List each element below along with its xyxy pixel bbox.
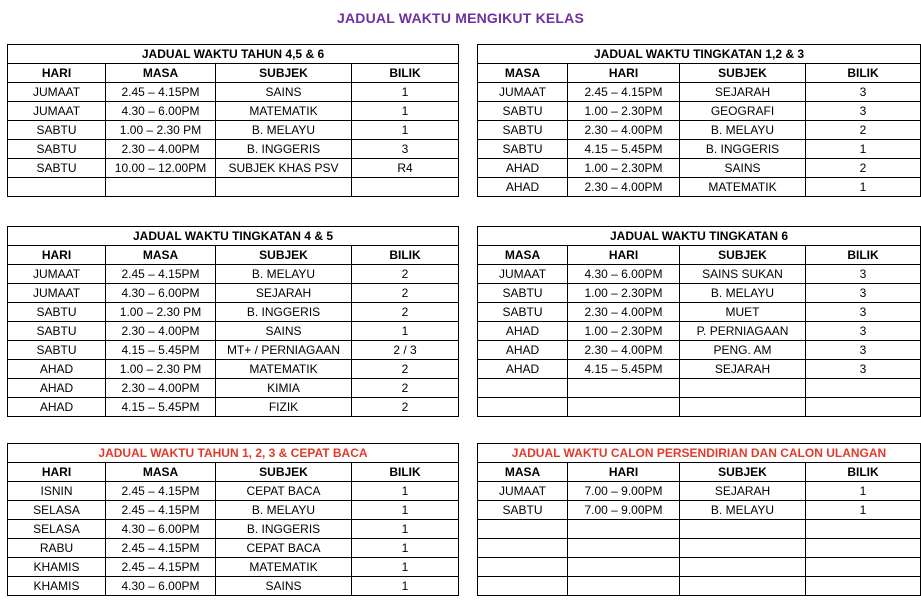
- table-header-row: [478, 463, 921, 482]
- table-cell: [8, 178, 106, 197]
- table-cell: 10.00 – 12.00PM: [106, 159, 216, 178]
- table-row: [8, 178, 459, 197]
- table-cell: 2.45 – 4.15PM: [106, 482, 216, 501]
- table-cell: 4.30 – 6.00PM: [568, 265, 680, 284]
- table-header-row: [8, 64, 459, 83]
- table-cell: SABTU: [478, 121, 568, 140]
- table-cell: 1.00 – 2.30 PM: [106, 121, 216, 140]
- table-cell: 4.30 – 6.00PM: [106, 284, 216, 303]
- table-row: [8, 360, 459, 379]
- table-cell: SABTU: [8, 322, 106, 341]
- table-row: [478, 398, 921, 417]
- table-cell: 1: [806, 140, 921, 159]
- table-cell: MATEMATIK: [216, 558, 352, 577]
- table-row: [478, 83, 921, 102]
- column-header: SUBJEK: [680, 246, 806, 265]
- table-cell: [106, 178, 216, 197]
- table-cell: CEPAT BACA: [216, 539, 352, 558]
- table-cell: 4.15 – 5.45PM: [106, 341, 216, 360]
- table-row: [8, 577, 459, 596]
- table-cell: 1: [352, 482, 459, 501]
- table-row: [478, 520, 921, 539]
- table-cell: SAINS: [216, 577, 352, 596]
- table-cell: [568, 398, 680, 417]
- table-cell: MATEMATIK: [216, 102, 352, 121]
- timetable-table: [477, 44, 921, 197]
- table-cell: 1.00 – 2.30 PM: [106, 360, 216, 379]
- table-cell: 1.00 – 2.30 PM: [106, 303, 216, 322]
- table-cell: 2 / 3: [352, 341, 459, 360]
- table-cell: JUMAAT: [478, 482, 568, 501]
- table-cell: 1: [352, 539, 459, 558]
- table-cell: 3: [806, 265, 921, 284]
- table-row: [8, 398, 459, 417]
- table-cell: 1.00 – 2.30PM: [568, 159, 680, 178]
- table-cell: 2: [806, 121, 921, 140]
- table-cell: 3: [806, 83, 921, 102]
- table-row: [8, 539, 459, 558]
- table-cell: 2.45 – 4.15PM: [568, 83, 680, 102]
- table-cell: KIMIA: [216, 379, 352, 398]
- table-cell: [806, 398, 921, 417]
- table-cell: 3: [806, 102, 921, 121]
- table-cell: 2: [352, 265, 459, 284]
- timetable-table: [477, 443, 921, 596]
- table-cell: JUMAAT: [478, 265, 568, 284]
- table-title: JADUAL WAKTU TINGKATAN 4 & 5: [8, 227, 459, 246]
- table-cell: SEJARAH: [680, 482, 806, 501]
- table-cell: SELASA: [8, 501, 106, 520]
- table-cell: 2.30 – 4.00PM: [568, 121, 680, 140]
- table-cell: AHAD: [478, 178, 568, 197]
- column-header: HARI: [8, 463, 106, 482]
- column-header: MASA: [106, 463, 216, 482]
- table-row: [478, 303, 921, 322]
- table-cell: B. MELAYU: [680, 501, 806, 520]
- table-cell: JUMAAT: [8, 284, 106, 303]
- table-cell: 2: [352, 284, 459, 303]
- table-cell: MATEMATIK: [680, 178, 806, 197]
- table-cell: [680, 379, 806, 398]
- timetable-table: [7, 44, 459, 197]
- table-cell: B. INGGERIS: [680, 140, 806, 159]
- table-cell: 2: [352, 398, 459, 417]
- table-cell: 7.00 – 9.00PM: [568, 482, 680, 501]
- table-cell: MT+ / PERNIAGAAN: [216, 341, 352, 360]
- table-header-row: [8, 463, 459, 482]
- table-cell: SEJARAH: [680, 83, 806, 102]
- table-cell: 3: [806, 284, 921, 303]
- table-cell: 4.30 – 6.00PM: [106, 102, 216, 121]
- table-row: [8, 284, 459, 303]
- table-cell: 1.00 – 2.30PM: [568, 102, 680, 121]
- table-cell: 2.45 – 4.15PM: [106, 265, 216, 284]
- table-cell: SABTU: [8, 341, 106, 360]
- table-cell: SABTU: [8, 121, 106, 140]
- table-cell: SABTU: [478, 303, 568, 322]
- table-cell: [568, 577, 680, 596]
- table-row: [478, 102, 921, 121]
- column-header: HARI: [8, 246, 106, 265]
- table-cell: 1: [806, 178, 921, 197]
- table-row: [478, 159, 921, 178]
- table-cell: 1: [352, 501, 459, 520]
- column-header: SUBJEK: [680, 64, 806, 83]
- table-cell: 2.30 – 4.00PM: [106, 322, 216, 341]
- table-cell: PENG. AM: [680, 341, 806, 360]
- table-cell: CEPAT BACA: [216, 482, 352, 501]
- table-cell: [478, 558, 568, 577]
- table-row: [478, 178, 921, 197]
- table-cell: SAINS SUKAN: [680, 265, 806, 284]
- table-row: [8, 159, 459, 178]
- table-title: JADUAL WAKTU TAHUN 4,5 & 6: [8, 45, 459, 64]
- table-cell: SUBJEK KHAS PSV: [216, 159, 352, 178]
- table-cell: [216, 178, 352, 197]
- table-cell: 3: [806, 322, 921, 341]
- table-row: [478, 284, 921, 303]
- table-cell: JUMAAT: [8, 265, 106, 284]
- table-cell: B. MELAYU: [680, 284, 806, 303]
- column-header: BILIK: [352, 246, 459, 265]
- table-row: [478, 577, 921, 596]
- table-cell: [478, 398, 568, 417]
- table-row: [478, 482, 921, 501]
- table-cell: 4.15 – 5.45PM: [568, 140, 680, 159]
- table-cell: KHAMIS: [8, 558, 106, 577]
- table-cell: 4.15 – 5.45PM: [568, 360, 680, 379]
- table-cell: SAINS: [216, 83, 352, 102]
- table-row: [8, 501, 459, 520]
- column-header: MASA: [106, 64, 216, 83]
- table-cell: 2.45 – 4.15PM: [106, 501, 216, 520]
- column-header: HARI: [568, 463, 680, 482]
- table-cell: [568, 539, 680, 558]
- table-cell: [568, 558, 680, 577]
- table-title: JADUAL WAKTU TAHUN 1, 2, 3 & CEPAT BACA: [8, 444, 459, 463]
- table-cell: 3: [806, 341, 921, 360]
- timetable-table: [7, 443, 459, 596]
- column-header: HARI: [568, 246, 680, 265]
- table-row: [478, 140, 921, 159]
- table-cell: 2: [352, 303, 459, 322]
- table-cell: AHAD: [478, 322, 568, 341]
- page-title: JADUAL WAKTU MENGIKUT KELAS: [336, 10, 585, 26]
- table-cell: B. INGGERIS: [216, 140, 352, 159]
- table-cell: B. INGGERIS: [216, 303, 352, 322]
- table-row: [478, 558, 921, 577]
- table-cell: MUET: [680, 303, 806, 322]
- table-cell: [568, 520, 680, 539]
- table-cell: 2.30 – 4.00PM: [106, 140, 216, 159]
- table-cell: 2.30 – 4.00PM: [568, 178, 680, 197]
- table-cell: B. MELAYU: [216, 265, 352, 284]
- table-cell: 1: [352, 121, 459, 140]
- column-header: BILIK: [806, 64, 921, 83]
- table-cell: RABU: [8, 539, 106, 558]
- column-header: SUBJEK: [216, 246, 352, 265]
- table-cell: [352, 178, 459, 197]
- column-header: SUBJEK: [680, 463, 806, 482]
- table-cell: GEOGRAFI: [680, 102, 806, 121]
- table-row: [8, 303, 459, 322]
- table-row: [8, 265, 459, 284]
- table-cell: JUMAAT: [8, 102, 106, 121]
- table-cell: 3: [806, 303, 921, 322]
- table-row: [8, 140, 459, 159]
- table-cell: FIZIK: [216, 398, 352, 417]
- table-cell: SABTU: [8, 159, 106, 178]
- table-cell: 4.15 – 5.45PM: [106, 398, 216, 417]
- table-row: [8, 322, 459, 341]
- table-cell: B. MELAYU: [680, 121, 806, 140]
- table-cell: [680, 398, 806, 417]
- table-row: [8, 83, 459, 102]
- table-title: JADUAL WAKTU CALON PERSENDIRIAN DAN CALON ULANGAN: [478, 444, 921, 463]
- table-row: [8, 558, 459, 577]
- column-header: SUBJEK: [216, 463, 352, 482]
- table-cell: 1: [806, 482, 921, 501]
- column-header: HARI: [8, 64, 106, 83]
- table-cell: SABTU: [8, 140, 106, 159]
- table-cell: SABTU: [8, 303, 106, 322]
- table-cell: AHAD: [8, 360, 106, 379]
- table-cell: SABTU: [478, 102, 568, 121]
- table-cell: B. MELAYU: [216, 501, 352, 520]
- table-cell: R4: [352, 159, 459, 178]
- table-row: [8, 102, 459, 121]
- table-cell: ISNIN: [8, 482, 106, 501]
- table-row: [478, 501, 921, 520]
- table-cell: [806, 379, 921, 398]
- table-cell: 1: [352, 83, 459, 102]
- table-cell: AHAD: [8, 398, 106, 417]
- table-title: JADUAL WAKTU TINGKATAN 1,2 & 3: [478, 45, 921, 64]
- table-cell: 2.30 – 4.00PM: [106, 379, 216, 398]
- table-cell: 3: [806, 360, 921, 379]
- table-cell: AHAD: [478, 360, 568, 379]
- column-header: BILIK: [352, 64, 459, 83]
- table-cell: [478, 520, 568, 539]
- table-row: [478, 379, 921, 398]
- table-cell: SELASA: [8, 520, 106, 539]
- table-cell: AHAD: [478, 159, 568, 178]
- table-row: [478, 539, 921, 558]
- table-row: [478, 360, 921, 379]
- table-cell: 2: [806, 159, 921, 178]
- table-cell: SEJARAH: [216, 284, 352, 303]
- table-cell: KHAMIS: [8, 577, 106, 596]
- table-cell: 4.30 – 6.00PM: [106, 577, 216, 596]
- table-cell: 2.30 – 4.00PM: [568, 303, 680, 322]
- table-header-row: [8, 246, 459, 265]
- table-row: [8, 341, 459, 360]
- table-cell: [680, 520, 806, 539]
- column-header: MASA: [478, 64, 568, 83]
- table-cell: [680, 558, 806, 577]
- table-cell: SEJARAH: [680, 360, 806, 379]
- table-row: [8, 121, 459, 140]
- table-cell: [680, 577, 806, 596]
- table-cell: MATEMATIK: [216, 360, 352, 379]
- table-cell: 1: [352, 577, 459, 596]
- table-cell: [806, 520, 921, 539]
- table-cell: [568, 379, 680, 398]
- table-cell: 7.00 – 9.00PM: [568, 501, 680, 520]
- table-row: [8, 482, 459, 501]
- table-cell: 1: [352, 102, 459, 121]
- table-cell: 1: [352, 558, 459, 577]
- table-cell: 3: [352, 140, 459, 159]
- table-header-row: [478, 246, 921, 265]
- timetable-table: [7, 226, 459, 417]
- table-cell: 2.45 – 4.15PM: [106, 558, 216, 577]
- table-cell: 1: [352, 520, 459, 539]
- table-cell: SAINS: [216, 322, 352, 341]
- column-header: BILIK: [806, 246, 921, 265]
- table-cell: SABTU: [478, 140, 568, 159]
- table-row: [478, 341, 921, 360]
- column-header: MASA: [478, 246, 568, 265]
- table-cell: 1: [806, 501, 921, 520]
- table-cell: 2: [352, 379, 459, 398]
- table-cell: 1: [352, 322, 459, 341]
- table-cell: 2.45 – 4.15PM: [106, 83, 216, 102]
- table-cell: SABTU: [478, 501, 568, 520]
- table-cell: B. INGGERIS: [216, 520, 352, 539]
- table-cell: AHAD: [478, 341, 568, 360]
- table-cell: 1.00 – 2.30PM: [568, 284, 680, 303]
- table-cell: 2: [352, 360, 459, 379]
- table-cell: B. MELAYU: [216, 121, 352, 140]
- table-cell: 1.00 – 2.30PM: [568, 322, 680, 341]
- table-row: [8, 379, 459, 398]
- table-cell: [478, 577, 568, 596]
- timetable-table: [477, 226, 921, 417]
- column-header: BILIK: [352, 463, 459, 482]
- table-cell: [478, 379, 568, 398]
- table-cell: P. PERNIAGAAN: [680, 322, 806, 341]
- column-header: SUBJEK: [216, 64, 352, 83]
- table-cell: [478, 539, 568, 558]
- table-header-row: [478, 64, 921, 83]
- table-cell: AHAD: [8, 379, 106, 398]
- table-row: [478, 265, 921, 284]
- table-row: [478, 121, 921, 140]
- table-cell: JUMAAT: [478, 83, 568, 102]
- table-cell: [806, 577, 921, 596]
- table-title: JADUAL WAKTU TINGKATAN 6: [478, 227, 921, 246]
- table-cell: 2.30 – 4.00PM: [568, 341, 680, 360]
- column-header: BILIK: [806, 463, 921, 482]
- table-row: [478, 322, 921, 341]
- table-cell: 2.45 – 4.15PM: [106, 539, 216, 558]
- table-cell: SABTU: [478, 284, 568, 303]
- table-cell: 4.30 – 6.00PM: [106, 520, 216, 539]
- table-cell: [806, 539, 921, 558]
- table-cell: [806, 558, 921, 577]
- table-cell: [680, 539, 806, 558]
- table-cell: JUMAAT: [8, 83, 106, 102]
- column-header: MASA: [478, 463, 568, 482]
- column-header: HARI: [568, 64, 680, 83]
- table-row: [8, 520, 459, 539]
- table-cell: SAINS: [680, 159, 806, 178]
- column-header: MASA: [106, 246, 216, 265]
